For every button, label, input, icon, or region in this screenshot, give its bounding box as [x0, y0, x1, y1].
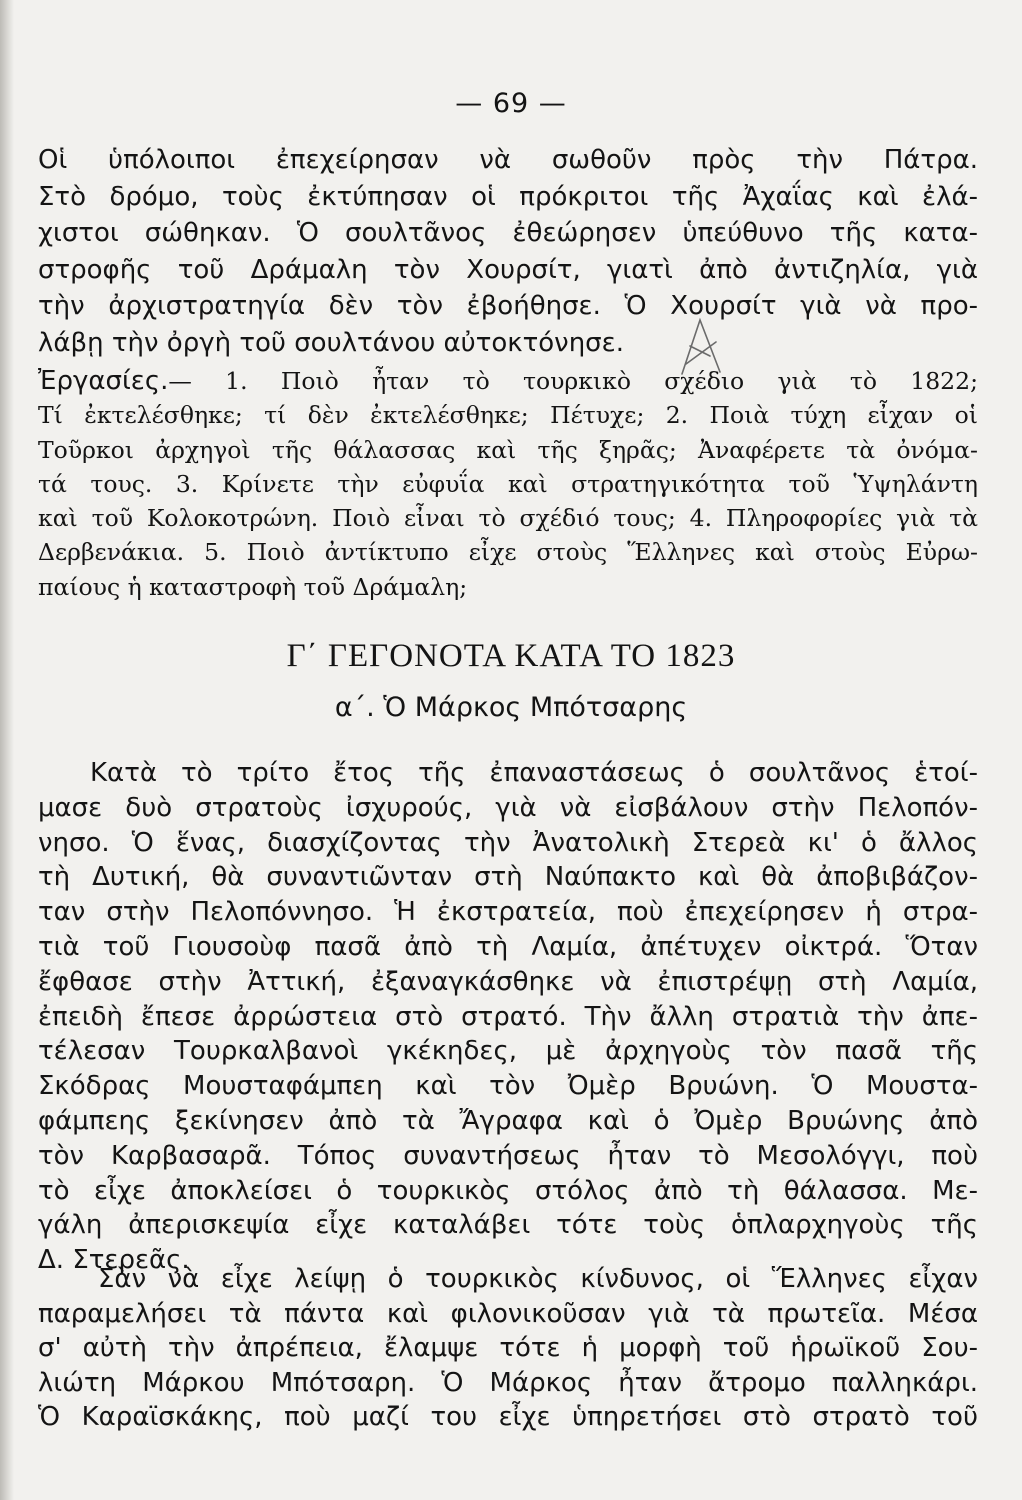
- text-line: γάλη ἀπερισκεψία εἶχε καταλάβει τότε τοὺς ὁπλαρχηγοὺς τῆς: [38, 1210, 978, 1241]
- exercise-line: Τοῦρκοι ἀρχηγοὶ τῆς θάλασσας καὶ τῆς ξηρᾶς; Ἀναφέρετε τὰ ὀνόμα-: [38, 435, 978, 464]
- text-line: Σὰν νὰ εἶχε λείψῃ ὁ τουρκικὸς κίνδυνος, οἱ Ἕλληνες εἶχαν: [98, 1264, 978, 1294]
- text-line: ἐπειδὴ ἔπεσε ἀρρώστεια στὸ στρατό. Τὴν ἄλλη στρατιὰ τὴν ἀπε-: [38, 1001, 978, 1032]
- text-line: Κατὰ τὸ τρίτο ἔτος τῆς ἐπαναστάσεως ὁ σουλτᾶνος ἑτοί-: [90, 758, 978, 788]
- main-paragraph: [38, 756, 978, 1278]
- text-line: λιώτη Μάρκου Μπότσαρη. Ὁ Μάρκος ἦταν ἄτρομο παλληκάρι.: [38, 1367, 978, 1398]
- text-line: τὴν ἀρχιστρατηγία δὲν τὸν ἐβοήθησε. Ὁ Χουρσίτ γιὰ νὰ προ-: [38, 291, 978, 321]
- text-line: μασε δυὸ στρατοὺς ἰσχυρούς, γιὰ νὰ εἰσβάλουν στὴν Πελοπόν-: [38, 792, 978, 823]
- text-line: τὴ Δυτική, θὰ συναντιῶνταν στὴ Ναύπακτο καὶ θὰ ἀποβιβάζον-: [38, 862, 978, 893]
- text-line: ἔφθασε στὴν Ἀττική, ἐξαναγκάσθηκε νὰ ἐπιστρέψῃ στὴ Λαμία,: [38, 966, 978, 997]
- exercises-label: Ἐργασίες.: [38, 366, 169, 396]
- text-line: λάβῃ τὴν ὀργὴ τοῦ σουλτάνου αὐτοκτόνησε.: [38, 327, 624, 358]
- text-line: νησο. Ὁ ἕνας, διασχίζοντας τὴν Ἀνατολικὴ Στερεὰ κι' ὁ ἄλλος: [38, 827, 978, 858]
- text-line: ταν στὴν Πελοπόννησο. Ἡ ἐκστρατεία, ποὺ ἐπεχείρησεν ἡ στρα-: [38, 897, 978, 928]
- exercise-line: τά τους. 3. Κρίνετε τὴν εὐφυΐα καὶ στρατηγικότητα τοῦ Ὑψηλάντη: [38, 469, 978, 498]
- exercise-line: καὶ τοῦ Κολοκοτρώνη. Ποιὸ εἶναι τὸ σχέδιό τους; 4. Πληροφορίες γιὰ τὰ: [38, 504, 978, 533]
- continued-paragraph: [38, 1262, 978, 1435]
- exercise-line-first: [38, 364, 978, 398]
- text-line: Σκόδρας Μουσταφάμπεη καὶ τὸν Ὀμὲρ Βρυώνη. Ὁ Μουστα-: [38, 1071, 978, 1102]
- text-line: τέλεσαν Τουρκαλβανοὶ γκέκηδες, μὲ ἀρχηγοὺς τὸν πασᾶ τῆς: [38, 1036, 978, 1067]
- text-line: Οἱ ὑπόλοιποι ἐπεχείρησαν νὰ σωθοῦν πρὸς τὴν Πάτρα.: [38, 145, 978, 175]
- text-line: τιὰ τοῦ Γιουσοὺφ πασᾶ ἀπὸ τὴ Λαμία, ἀπέτυχεν οἰκτρά. Ὅταν: [38, 931, 978, 962]
- text-line: Ὁ Καραϊσκάκης, ποὺ μαζί του εἶχε ὑπηρετήσει στὸ στρατὸ τοῦ: [38, 1402, 978, 1432]
- exercise-line: παίους ἡ καταστροφὴ τοῦ Δράμαλη;: [38, 572, 468, 601]
- subsection-heading: α΄. Ὁ Μάρκος Μπότσαρης: [334, 692, 688, 723]
- text-line: σ' αὐτὴ τὴν ἀπρέπεια, ἔλαμψε τότε ἡ μορφὴ τοῦ ἡρωϊκοῦ Σου-: [38, 1333, 978, 1363]
- text-line: χιστοι σώθηκαν. Ὁ σουλτᾶνος ἐθεώρησεν ὑπεύθυνο τῆς κατα-: [38, 218, 978, 248]
- exercise-line: Δερβενάκια. 5. Ποιὸ ἀντίκτυπο εἶχε στοὺς Ἕλληνες καὶ στοὺς Εὐρω-: [38, 538, 978, 567]
- exercise-line: Τί ἐκτελέσθηκε; τί δὲν ἐκτελέσθηκε; Πέτυχε; 2. Ποιὰ τύχη εἶχαν οἱ: [38, 401, 978, 430]
- text-line: τὸ εἶχε ἀποκλείσει ὁ τουρκικὸς στόλος ἀπὸ τὴ θάλασσα. Με-: [38, 1175, 978, 1206]
- text-line: τὸν Καρβασαρᾶ. Τόπος συναντήσεως ἦταν τὸ Μεσολόγγι, ποὺ: [38, 1140, 978, 1171]
- text-line: παραμελήσει τὰ πάντα καὶ φιλονικοῦσαν γιὰ τὰ πρωτεῖα. Μέσα: [38, 1298, 978, 1329]
- section-heading: Γ΄ ΓΕΓΟΝΟΤΑ ΚΑΤΑ ΤΟ 1823: [286, 638, 736, 674]
- intro-paragraph: [38, 142, 978, 361]
- exercises-section: [38, 364, 978, 604]
- page-edge-shadow: [0, 0, 14, 1500]
- text-line: στροφῆς τοῦ Δράμαλη τὸν Χουρσίτ, γιατὶ ἀπὸ ἀντιζηλία, γιὰ: [38, 254, 978, 285]
- exercise-text: — 1. Ποιὸ ἦταν τὸ τουρκικὸ σχέδιο γιὰ τὸ 1822;: [168, 367, 978, 395]
- text-line: Στὸ δρόμο, τοὺς ἐκτύπησαν οἱ πρόκριτοι τῆς Ἀχαΐας καὶ ἐλά-: [38, 181, 978, 212]
- page-number: — 69 —: [455, 88, 567, 119]
- text-line: φάμπεης ξεκίνησεν ἀπὸ τὰ Ἄγραφα καὶ ὁ Ὀμὲρ Βρυώνης ἀπὸ: [38, 1105, 978, 1136]
- text-line: Δ. Στερεᾶς.: [38, 1245, 190, 1276]
